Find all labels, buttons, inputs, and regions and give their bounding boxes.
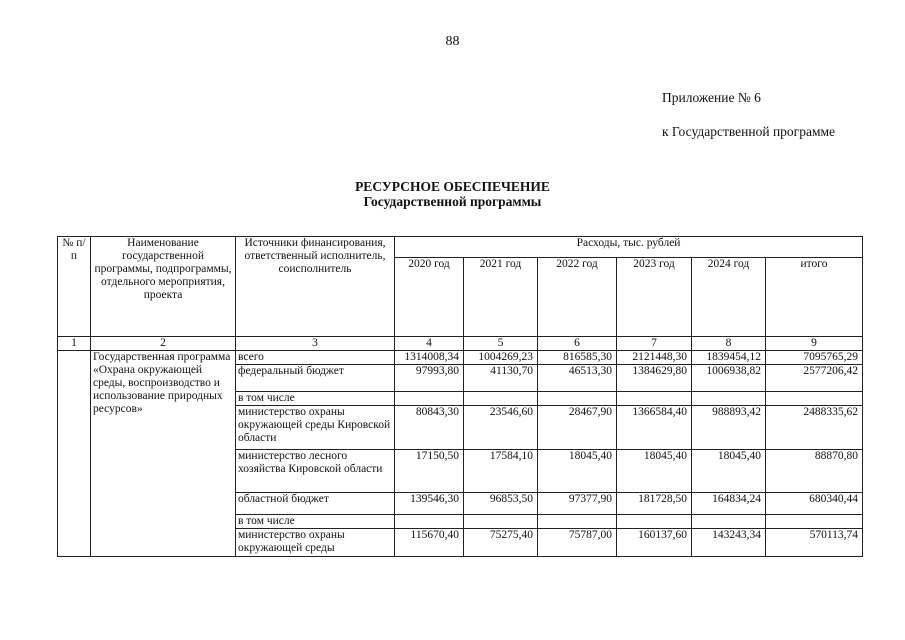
value-cell [538, 392, 617, 406]
column-number: 9 [766, 337, 863, 351]
title-line-2: Государственной программы [363, 194, 542, 209]
value-cell: 1006938,82 [692, 365, 766, 392]
header-year: 2022 год [538, 258, 617, 337]
funding-source: министерство охраны окружающей среды Кировской области [236, 406, 395, 450]
column-number: 8 [692, 337, 766, 351]
value-cell: 41130,70 [464, 365, 538, 392]
value-cell: 75275,40 [464, 529, 538, 557]
value-cell: 988893,42 [692, 406, 766, 450]
value-cell: 1839454,12 [692, 351, 766, 365]
value-cell: 18045,40 [538, 450, 617, 493]
value-cell: 816585,30 [538, 351, 617, 365]
funding-source: федеральный бюджет [236, 365, 395, 392]
value-cell: 75787,00 [538, 529, 617, 557]
value-cell: 139546,30 [395, 493, 464, 515]
value-cell: 143243,34 [692, 529, 766, 557]
funding-source: в том числе [236, 515, 395, 529]
header-total: итого [766, 258, 863, 337]
column-number: 5 [464, 337, 538, 351]
value-cell: 28467,90 [538, 406, 617, 450]
value-cell: 2121448,30 [617, 351, 692, 365]
header-expenses: Расходы, тыс. рублей [395, 237, 863, 258]
value-cell: 7095765,29 [766, 351, 863, 365]
value-cell: 570113,74 [766, 529, 863, 557]
column-number: 4 [395, 337, 464, 351]
value-cell: 97993,80 [395, 365, 464, 392]
document-title [0, 179, 905, 209]
value-cell: 2577206,42 [766, 365, 863, 392]
program-number [58, 351, 91, 557]
value-cell: 23546,60 [464, 406, 538, 450]
value-cell [617, 515, 692, 529]
value-cell [464, 515, 538, 529]
value-cell: 97377,90 [538, 493, 617, 515]
value-cell [538, 515, 617, 529]
appendix-label: Приложение № 6 [662, 90, 761, 105]
value-cell [395, 515, 464, 529]
column-number: 6 [538, 337, 617, 351]
value-cell: 18045,40 [617, 450, 692, 493]
column-number: 7 [617, 337, 692, 351]
header-year: 2021 год [464, 258, 538, 337]
value-cell: 2488335,62 [766, 406, 863, 450]
resources-table [57, 236, 863, 557]
value-cell [766, 392, 863, 406]
value-cell [692, 392, 766, 406]
value-cell [766, 515, 863, 529]
page-number: 88 [445, 34, 460, 49]
value-cell [692, 515, 766, 529]
value-cell: 88870,80 [766, 450, 863, 493]
header-year: 2020 год [395, 258, 464, 337]
funding-source: в том числе [236, 392, 395, 406]
value-cell: 17150,50 [395, 450, 464, 493]
value-cell: 181728,50 [617, 493, 692, 515]
value-cell: 96853,50 [464, 493, 538, 515]
value-cell: 164834,24 [692, 493, 766, 515]
header-year: 2023 год [617, 258, 692, 337]
value-cell: 1004269,23 [464, 351, 538, 365]
value-cell: 1384629,80 [617, 365, 692, 392]
funding-source: областной бюджет [236, 493, 395, 515]
funding-source: министерство охраны окружающей среды [236, 529, 395, 557]
value-cell: 18045,40 [692, 450, 766, 493]
header-sources: Источники финансирования, ответственный исполнитель, соисполнитель [236, 237, 395, 337]
table-row [58, 351, 863, 365]
value-cell: 680340,44 [766, 493, 863, 515]
program-name: Государственная программа «Охрана окружающей среды, воспроизводство и использование природных ресурсов» [91, 351, 236, 557]
value-cell [617, 392, 692, 406]
column-number-row [58, 337, 863, 351]
appendix-reference: к Государственной программе [662, 124, 836, 139]
header-name: Наименование государственной программы, подпрограммы, отдельного мероприятия, проекта [91, 237, 236, 337]
value-cell: 1314008,34 [395, 351, 464, 365]
value-cell: 80843,30 [395, 406, 464, 450]
column-number: 1 [58, 337, 91, 351]
header-number: № п/п [58, 237, 91, 337]
value-cell: 1366584,40 [617, 406, 692, 450]
value-cell [464, 392, 538, 406]
value-cell: 115670,40 [395, 529, 464, 557]
value-cell: 46513,30 [538, 365, 617, 392]
column-number: 3 [236, 337, 395, 351]
value-cell: 160137,60 [617, 529, 692, 557]
value-cell [395, 392, 464, 406]
title-line-1: РЕСУРСНОЕ ОБЕСПЕЧЕНИЕ [355, 179, 550, 194]
header-year: 2024 год [692, 258, 766, 337]
funding-source: министерство лесного хозяйства Кировской области [236, 450, 395, 493]
column-number: 2 [91, 337, 236, 351]
value-cell: 17584,10 [464, 450, 538, 493]
funding-source: всего [236, 351, 395, 365]
